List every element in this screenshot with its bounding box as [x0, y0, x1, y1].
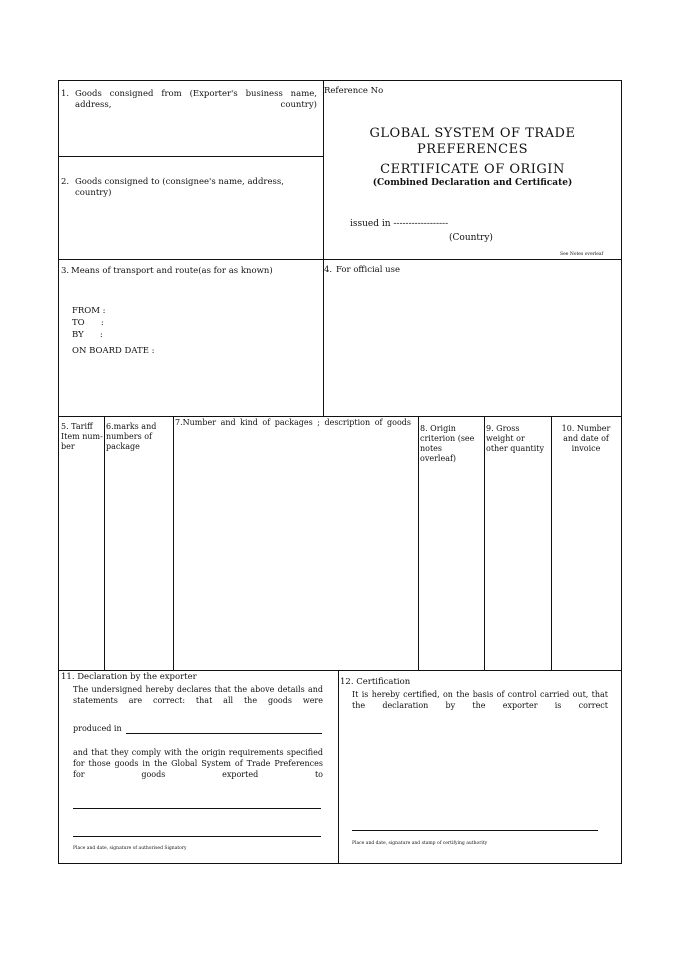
box3-number: 3. — [61, 266, 70, 276]
exporter-signature-line[interactable] — [73, 836, 321, 837]
box3-label: Means of transport and route(as for as known) — [71, 266, 273, 276]
divider — [484, 416, 485, 670]
box4-label: 4. — [324, 265, 333, 275]
divider — [58, 156, 324, 157]
produced-in-line[interactable] — [126, 733, 322, 734]
divider — [173, 416, 174, 670]
divider — [338, 670, 339, 863]
divider — [551, 416, 552, 670]
authority-signature-label: Place and date, signature and stamp of certifying authority — [352, 841, 488, 846]
col-gross-weight: 9. Gross weight or other quantity — [486, 424, 544, 453]
official-use-label: For official use — [336, 265, 401, 275]
country-label: (Country) — [449, 233, 493, 243]
exporter-signature-label: Place and date, signature of authorised Signatory — [73, 846, 187, 851]
col-marks-numbers: 6.marks and numbers of package — [106, 422, 157, 451]
see-notes-label: See Notes overleaf — [560, 252, 604, 257]
divider — [58, 259, 622, 260]
transport-by-field[interactable]: BY : — [72, 330, 103, 340]
certificate-title-line3: CERTIFICATE OF ORIGIN — [380, 162, 565, 177]
divider — [418, 416, 419, 670]
col-packages-description: 7.Number and kind of packages ; description of goods — [175, 418, 411, 427]
reference-number-label: Reference No — [324, 86, 384, 96]
divider — [58, 670, 622, 671]
divider — [104, 416, 105, 670]
origin-compliance-text: and that they comply with the origin requirements specified for those goods in the Global System of Trade Preferences for goods exported to — [73, 748, 323, 779]
certificate-title-line1: GLOBAL SYSTEM OF TRADE — [369, 126, 576, 141]
box12-title: 12. Certification — [340, 677, 411, 687]
box2-label: Goods consigned to (consignee's name, address, country) — [75, 177, 284, 198]
box2-number: 2. — [61, 177, 70, 187]
certificate-title-line2: PREFERENCES — [416, 142, 529, 157]
col-origin-criterion: 8. Origin criterion (see notes overleaf) — [420, 424, 475, 463]
transport-from-field[interactable]: FROM : — [72, 306, 106, 316]
declaration-text: The undersigned hereby declares that the above details and statements are correct: that all the goods were — [73, 685, 323, 705]
exported-to-line[interactable] — [73, 808, 321, 809]
transport-to-field[interactable]: TO : — [72, 318, 104, 328]
divider — [58, 416, 622, 417]
box1-number: 1. — [61, 89, 70, 99]
col-tariff-item: 5. Tariff Item num-ber — [61, 422, 103, 451]
col-invoice-number-date: 10. Number and date of invoice — [561, 424, 611, 453]
box1-label: Goods consigned from (Exporter's business name, address, country) — [75, 89, 317, 110]
certification-text: It is hereby certified, on the basis of control carried out, that the declaration by the exporter is correct — [352, 690, 608, 710]
issued-in-field[interactable]: issued in ------------------ — [350, 219, 449, 229]
authority-signature-line[interactable] — [352, 830, 598, 831]
produced-in-label: produced in — [73, 724, 122, 733]
on-board-date-field[interactable]: ON BOARD DATE : — [72, 346, 155, 356]
certificate-subtitle: (Combined Declaration and Certificate) — [372, 178, 573, 188]
box11-title: 11. Declaration by the exporter — [61, 672, 197, 682]
